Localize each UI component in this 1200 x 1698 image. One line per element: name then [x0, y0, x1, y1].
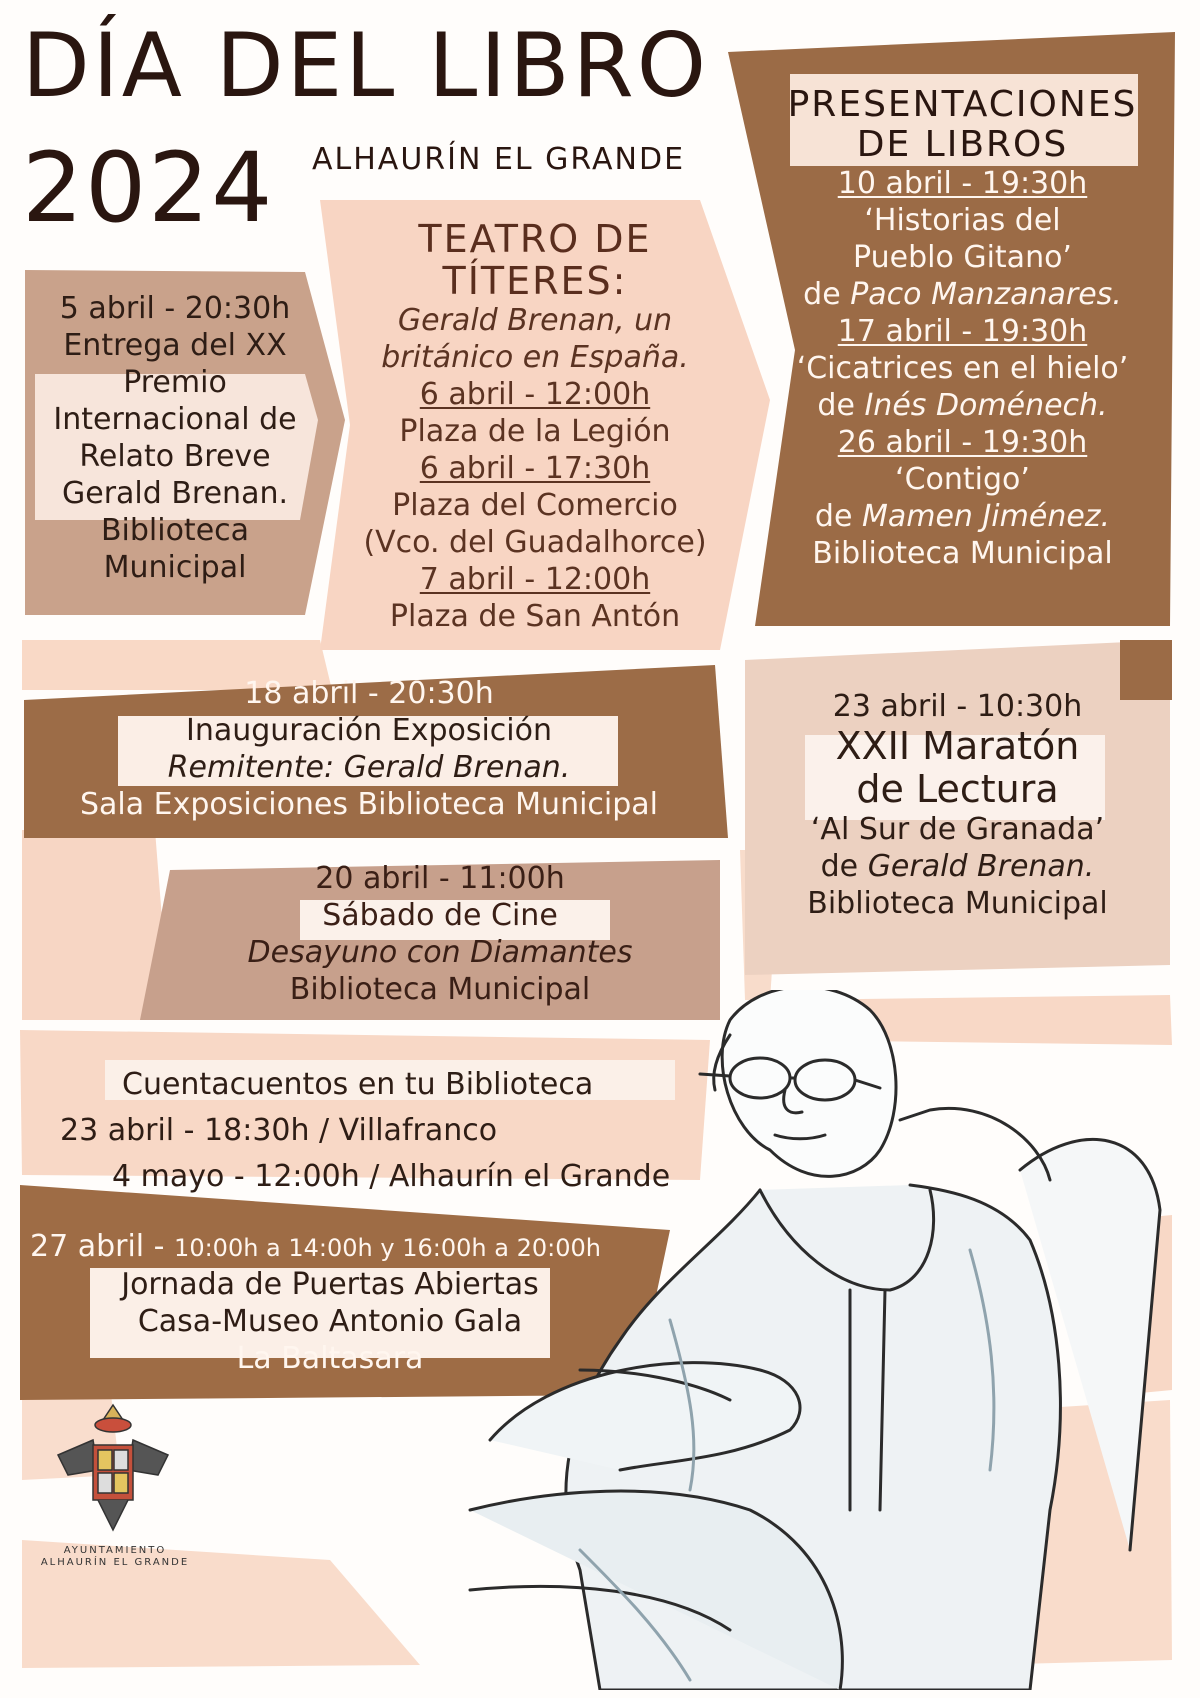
- entrega-line1: Entrega del XX: [63, 328, 287, 363]
- teatro-date3: 7 abril - 12:00h: [419, 562, 651, 597]
- cine-block: [160, 860, 720, 1008]
- page-year: 2024: [22, 132, 275, 244]
- presentaciones-date3: 26 abril - 19:30h: [837, 425, 1088, 460]
- cuentacuentos-line1: 23 abril - 18:30h / Villafranco: [60, 1113, 498, 1148]
- presentaciones-block: [760, 85, 1165, 572]
- teatro-place2b: (Vco. del Guadalhorce): [363, 525, 707, 560]
- presentaciones-de3: de: [814, 499, 862, 534]
- presentaciones-date2: 17 abril - 19:30h: [837, 314, 1088, 349]
- cine-date: 20 abril - 11:00h: [315, 861, 565, 896]
- exposicion-line3: Sala Exposiciones Biblioteca Municipal: [79, 787, 659, 822]
- presentaciones-de1: de: [803, 277, 851, 312]
- teatro-title1: TEATRO DE: [418, 217, 652, 261]
- teatro-place2: Plaza del Comercio: [392, 488, 678, 523]
- jornada-line1: Jornada de Puertas Abiertas: [121, 1267, 539, 1302]
- entrega-line6: Biblioteca: [100, 513, 250, 548]
- cine-line2: Desayuno con Diamantes: [247, 935, 633, 970]
- maraton-de: de: [820, 849, 868, 884]
- maraton-place: Biblioteca Municipal: [807, 886, 1108, 921]
- jornada-block: [30, 1228, 650, 1267]
- entrega-line2: Premio: [123, 365, 227, 400]
- jornada-hours: 10:00h a 14:00h y 16:00h a 20:00h: [174, 1234, 601, 1262]
- presentaciones-place: Biblioteca Municipal: [812, 536, 1113, 571]
- entrega-line3: Internacional de: [53, 402, 297, 437]
- exposicion-block: [24, 675, 714, 823]
- entrega-date: 5 abril - 20:30h: [59, 291, 291, 326]
- presentaciones-de2: de: [817, 388, 865, 423]
- teatro-place1: Plaza de la Legión: [399, 414, 671, 449]
- cuentacuentos-line2: 4 mayo - 12:00h / Alhaurín el Grande: [112, 1159, 671, 1194]
- cuentacuentos-title: Cuentacuentos en tu Biblioteca: [122, 1067, 594, 1102]
- presentaciones-author1: Paco Manzanares.: [850, 277, 1122, 312]
- maraton-date: 23 abril - 10:30h: [832, 689, 1083, 724]
- entrega-line4: Relato Breve: [79, 439, 271, 474]
- maraton-block: [745, 688, 1170, 922]
- cine-line3: Biblioteca Municipal: [289, 972, 591, 1007]
- logo-line1: AYUNTAMIENTO: [63, 1545, 167, 1556]
- coat-of-arms-double-headed-eagle: [38, 1395, 188, 1545]
- exposicion-line2: Remitente: Gerald Brenan.: [167, 750, 571, 785]
- presentaciones-title2: DE LIBROS: [856, 124, 1069, 165]
- page-title: DÍA DEL LIBRO: [22, 14, 710, 117]
- teatro-title2: TÍTERES:: [442, 259, 628, 303]
- presentaciones-title1: PRESENTACIONES: [787, 84, 1138, 125]
- presentaciones-book1a: ‘Historias del: [864, 203, 1061, 238]
- jornada-line2: Casa-Museo Antonio Gala: [137, 1304, 523, 1339]
- teatro-work2: británico en España.: [381, 340, 689, 375]
- presentaciones-book3: ‘Contigo’: [895, 462, 1030, 497]
- exposicion-line1: Inauguración Exposición: [185, 713, 553, 748]
- cine-line1: Sábado de Cine: [322, 898, 558, 933]
- logo-caption: [40, 1545, 190, 1569]
- maraton-line3: ‘Al Sur de Granada’: [810, 812, 1105, 847]
- presentaciones-author2: Inés Doménech.: [864, 388, 1108, 423]
- presentaciones-book1b: Pueblo Gitano’: [853, 240, 1072, 275]
- teatro-block: [340, 218, 730, 635]
- logo-line2: ALHAURÍN EL GRANDE: [40, 1557, 190, 1568]
- entrega-line5: Gerald Brenan.: [62, 476, 288, 511]
- entrega-block: [25, 290, 325, 586]
- cuentacuentos-block: [60, 1062, 720, 1200]
- entrega-line7: Municipal: [103, 550, 247, 585]
- jornada-date: 27 abril -: [30, 1229, 175, 1264]
- teatro-date2: 6 abril - 17:30h: [419, 451, 651, 486]
- presentaciones-date1: 10 abril - 19:30h: [837, 166, 1088, 201]
- teatro-work1: Gerald Brenan, un: [397, 303, 673, 338]
- maraton-line2: de Lectura: [856, 767, 1059, 811]
- presentaciones-author3: Mamen Jiménez.: [861, 499, 1111, 534]
- jornada-block-body: [60, 1266, 600, 1377]
- jornada-line3: La Baltasara: [236, 1341, 424, 1376]
- presentaciones-book2: ‘Cicatrices en el hielo’: [796, 351, 1129, 386]
- maraton-author: Gerald Brenan.: [867, 849, 1095, 884]
- maraton-line1: XXII Maratón: [835, 724, 1080, 768]
- teatro-date1: 6 abril - 12:00h: [419, 377, 651, 412]
- teatro-place3: Plaza de San Antón: [389, 599, 681, 634]
- exposicion-date: 18 abril - 20:30h: [244, 676, 494, 711]
- page-subtitle: ALHAURÍN EL GRANDE: [312, 142, 686, 177]
